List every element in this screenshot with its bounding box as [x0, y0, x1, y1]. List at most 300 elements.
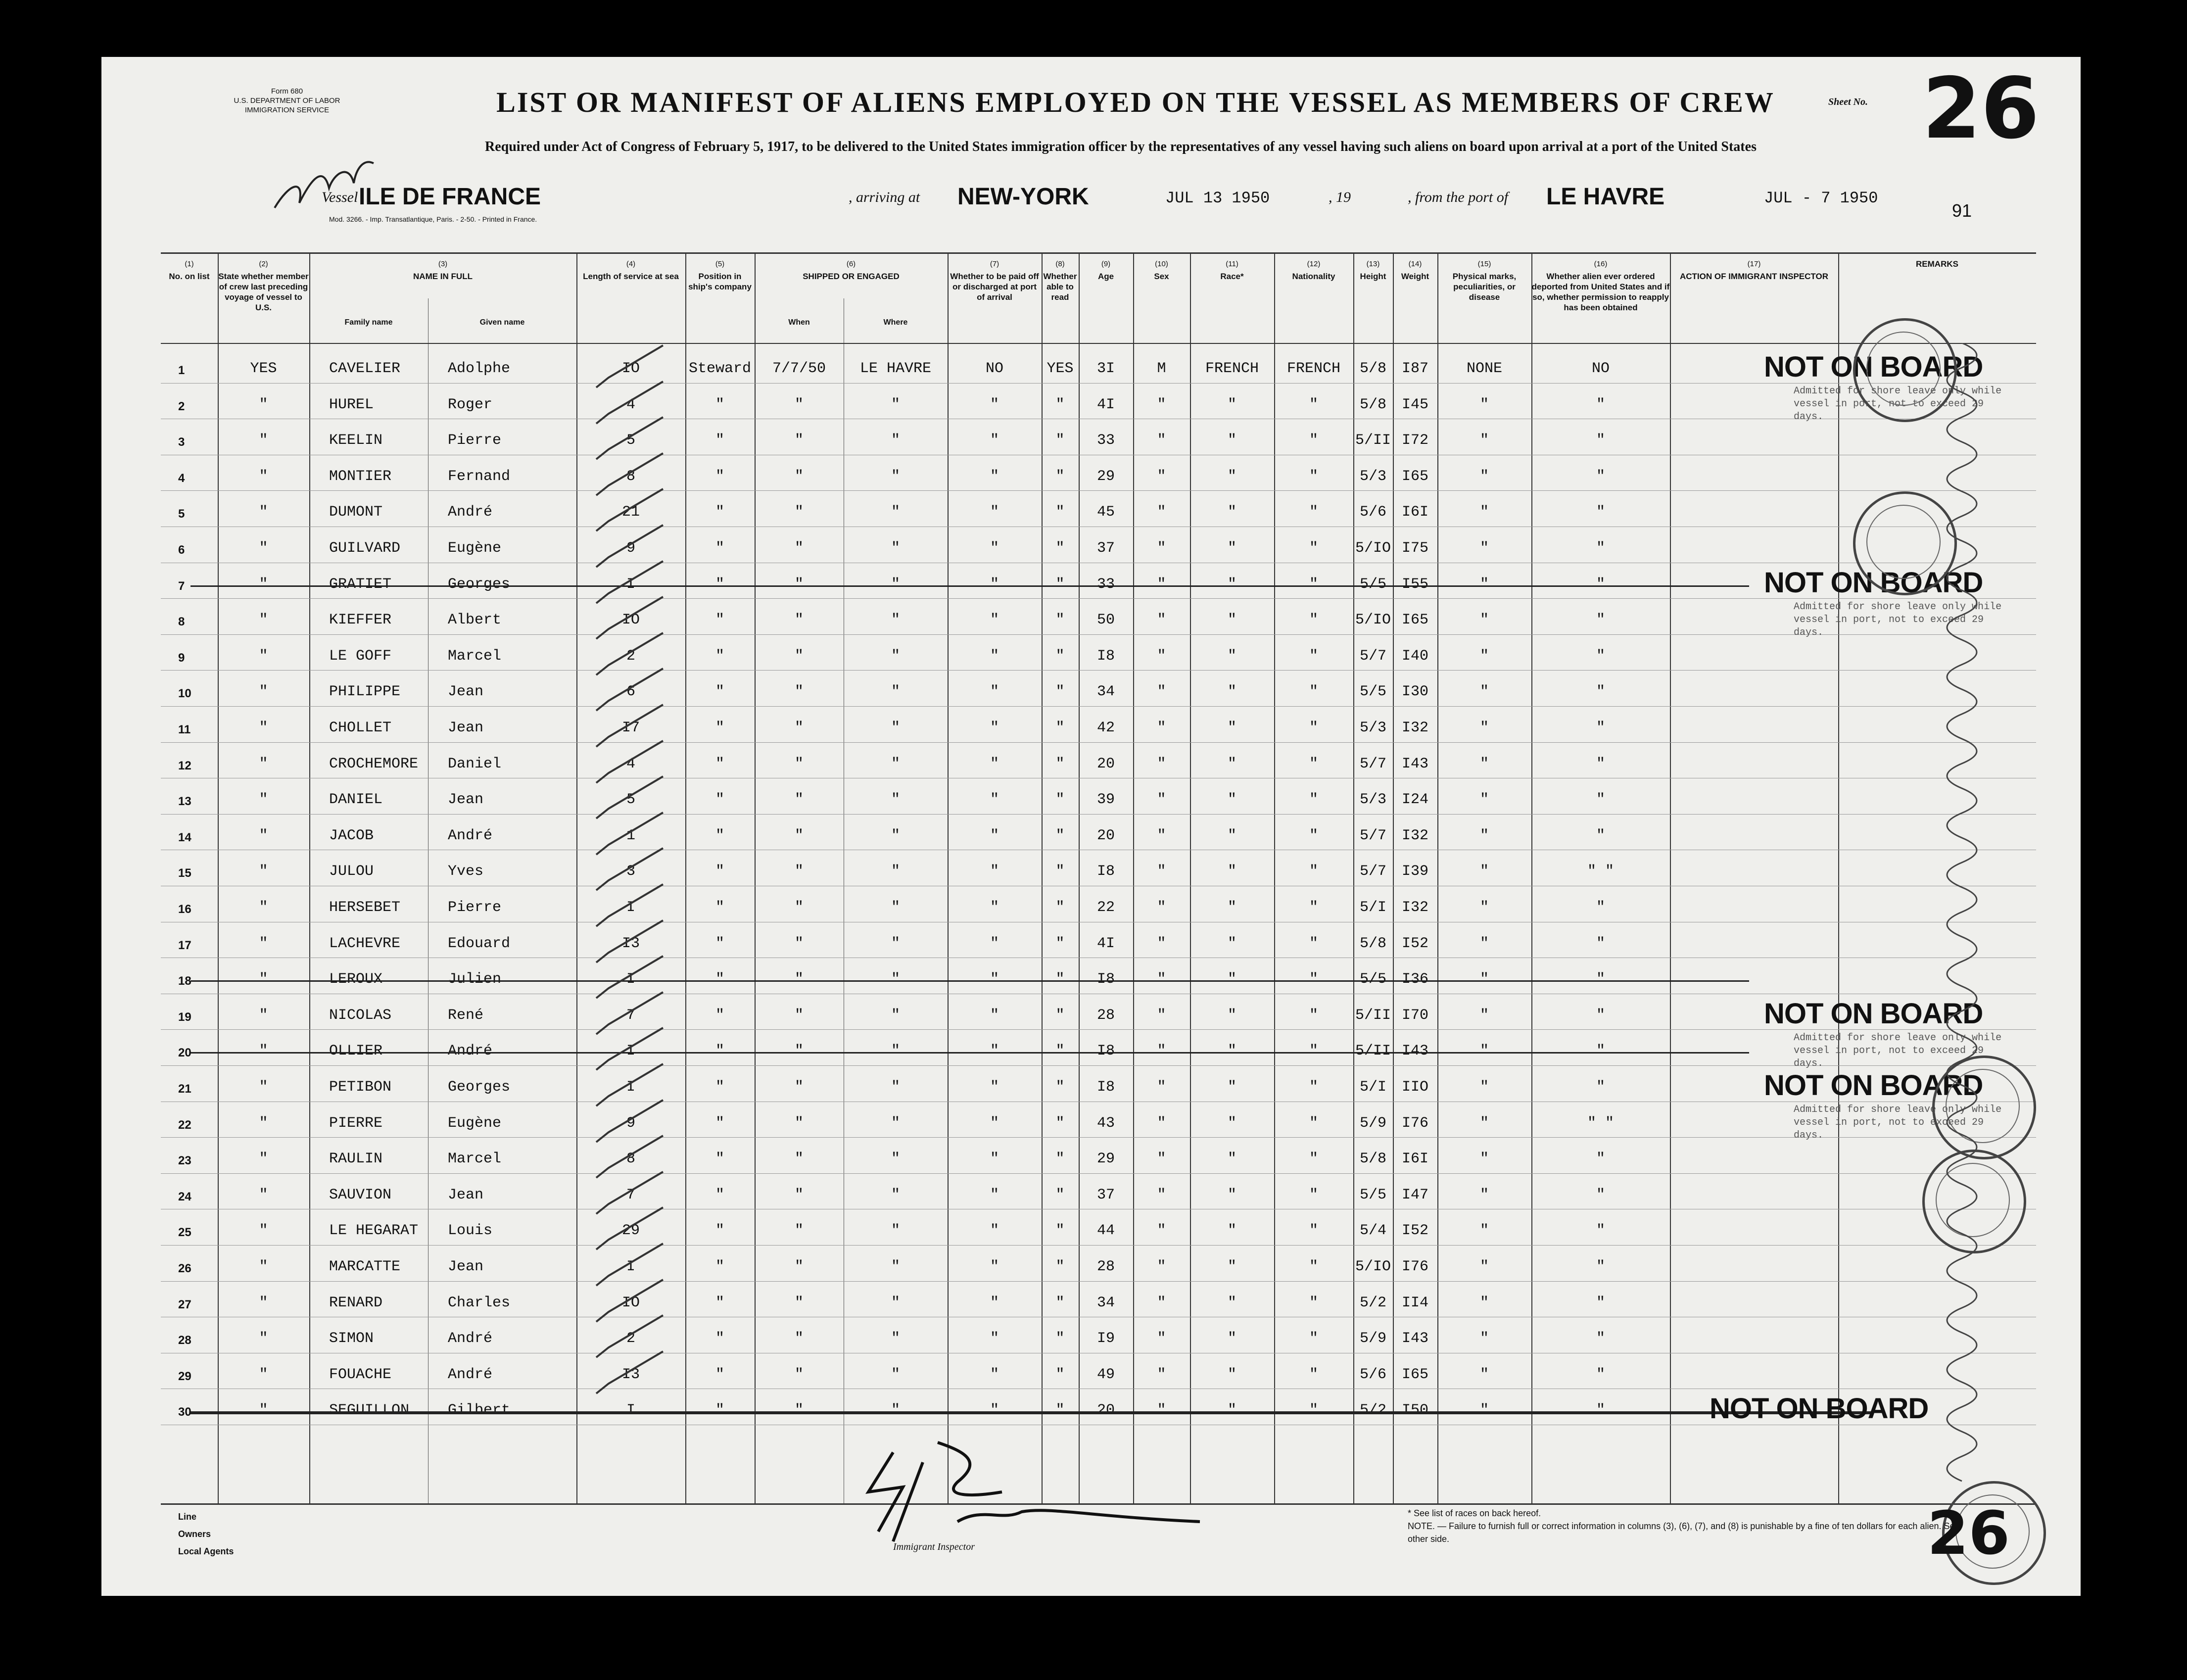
cell-position: " [715, 612, 724, 629]
cell-nat: " [1309, 863, 1318, 880]
cell-read: " [1055, 1079, 1065, 1096]
cell-given: Marcel [448, 647, 502, 665]
cell-service: 6 [626, 683, 635, 701]
cell-marks: " [1479, 1330, 1489, 1347]
column-header-c8 [1042, 254, 1079, 343]
column-subheader: Given name [479, 318, 525, 327]
column-header-c11 [1190, 254, 1274, 343]
cell-prev: " [259, 683, 268, 701]
cell-marks: " [1479, 647, 1489, 665]
cell-where: " [891, 971, 900, 988]
cell-sex: " [1157, 1402, 1166, 1419]
cell-height: 5/9 [1359, 1114, 1386, 1132]
cell-race: " [1227, 1079, 1236, 1096]
cell-age: 33 [1096, 432, 1115, 449]
cell-height: 5/5 [1359, 971, 1386, 988]
arriving-label: , arriving at [849, 189, 920, 205]
cell-height: 5/5 [1359, 1186, 1386, 1203]
cell-when: " [794, 1402, 804, 1419]
row-number: 12 [178, 759, 191, 772]
cell-marks: " [1479, 1007, 1489, 1024]
row-number: 5 [178, 507, 185, 521]
cell-nat: " [1309, 1186, 1318, 1203]
cell-read: " [1055, 791, 1065, 809]
cell-weight: I72 [1401, 432, 1428, 449]
cell-sex: " [1157, 863, 1166, 880]
cell-where: " [891, 827, 900, 844]
cell-when: " [794, 647, 804, 665]
cell-race: " [1227, 683, 1236, 701]
strike-line [190, 1052, 1749, 1054]
cell-position: " [715, 1186, 724, 1203]
cell-height: 5/5 [1359, 576, 1386, 593]
cell-height: 5/3 [1359, 720, 1386, 736]
cell-weight: I52 [1401, 935, 1428, 952]
cell-nat: " [1309, 1258, 1318, 1275]
cell-service: 3 [626, 863, 635, 880]
cell-position: " [715, 432, 724, 449]
cell-given: André [448, 1330, 493, 1347]
cell-service: 8 [626, 1151, 635, 1168]
cell-deported: " [1596, 612, 1605, 629]
cell-where: " [891, 791, 900, 809]
cell-age: 39 [1096, 791, 1115, 809]
cell-when: " [794, 576, 804, 593]
cell-when: " [794, 935, 804, 952]
cell-when: " [794, 863, 804, 880]
cell-sex: " [1157, 468, 1166, 485]
cell-paid: " [990, 1151, 999, 1168]
cell-read: " [1055, 935, 1065, 952]
cell-where: " [891, 432, 900, 449]
cell-age: 4I [1096, 396, 1115, 413]
cell-service: 1 [626, 827, 635, 844]
cell-race: " [1227, 540, 1236, 557]
cell-deported: " [1596, 791, 1605, 809]
cell-nat: " [1309, 1007, 1318, 1024]
cell-nat: " [1309, 827, 1318, 844]
races-note: * See list of races on back hereof. [1408, 1508, 1541, 1518]
cell-position: " [715, 504, 724, 521]
cell-when: " [794, 755, 804, 772]
cell-family: FOUACHE [329, 1366, 392, 1383]
page-number: 26 [1927, 1499, 2010, 1568]
row-number: 10 [178, 687, 191, 701]
cell-service: I [626, 576, 635, 593]
cell-race: " [1227, 1007, 1236, 1024]
cell-marks: " [1479, 1079, 1489, 1096]
cell-given: Pierre [448, 432, 502, 449]
cell-where: " [891, 468, 900, 485]
cell-paid: " [990, 612, 999, 629]
cell-sex: " [1157, 1043, 1166, 1060]
cell-paid: " [990, 755, 999, 772]
cell-when: " [794, 540, 804, 557]
cell-race: " [1227, 647, 1236, 665]
column-number: (8) [1055, 260, 1065, 268]
cell-prev: " [259, 935, 268, 952]
cell-given: Marcel [448, 1151, 502, 1168]
cell-height: 5/I [1359, 1079, 1386, 1096]
row-rule [161, 1173, 2036, 1174]
column-number: (11) [1226, 260, 1238, 268]
cell-height: 5/7 [1359, 755, 1386, 772]
cell-weight: I30 [1401, 683, 1428, 701]
cell-weight: I40 [1401, 647, 1428, 665]
cell-service: I7 [621, 720, 640, 736]
column-number: (3) [438, 260, 448, 268]
column-label: Whether able to read [1043, 272, 1077, 302]
cell-paid: " [990, 1079, 999, 1096]
cell-given: Eugène [448, 1114, 502, 1132]
not-on-board-stamp: NOT ON BOARD [1764, 1069, 1983, 1102]
cell-where: " [891, 1186, 900, 1203]
cell-race: " [1227, 791, 1236, 809]
row-number: 29 [178, 1369, 191, 1383]
cell-where: " [891, 1402, 900, 1419]
cell-nat: " [1309, 647, 1318, 665]
cell-deported: " [1596, 1330, 1605, 1347]
cell-where: " [891, 1294, 900, 1311]
cell-paid: " [990, 468, 999, 485]
row-number: 20 [178, 1046, 191, 1060]
column-label: REMARKS [1916, 259, 1958, 269]
cell-family: LE GOFF [329, 647, 392, 665]
column-label: Whether to be paid off or discharged at port of arrival [950, 272, 1039, 302]
cell-read: " [1055, 576, 1065, 593]
cell-position: " [715, 899, 724, 916]
admitted-stamp: Admitted for shore leave only while vessel in port, not to exceed 29 days. [1794, 601, 2002, 638]
cell-family: CHOLLET [329, 720, 392, 736]
row-number: 18 [178, 974, 191, 988]
cell-paid: " [990, 1043, 999, 1060]
cell-marks: " [1479, 971, 1489, 988]
not-on-board-stamp: NOT ON BOARD [1710, 1392, 1929, 1425]
column-number: (10) [1155, 260, 1168, 268]
cell-deported: NO [1591, 360, 1610, 377]
cell-height: 5/II [1355, 432, 1391, 449]
cell-position: " [715, 647, 724, 665]
row-number: 6 [178, 543, 185, 557]
cell-read: " [1055, 468, 1065, 485]
cell-position: " [715, 1043, 724, 1060]
column-number: (14) [1408, 260, 1422, 268]
cell-read: " [1055, 504, 1065, 521]
cell-position: " [715, 1366, 724, 1383]
cell-family: HUREL [329, 396, 374, 413]
cell-paid: " [990, 827, 999, 844]
cell-weight: I32 [1401, 899, 1428, 916]
cell-deported: " [1596, 1079, 1605, 1096]
cell-given: Yves [448, 863, 484, 880]
cell-where: " [891, 720, 900, 736]
cell-given: Albert [448, 612, 502, 629]
cell-nat: " [1309, 1330, 1318, 1347]
cell-service: 7 [626, 1007, 635, 1024]
departure-date: JUL - 7 1950 [1764, 189, 1878, 207]
column-header-c15 [1437, 254, 1531, 343]
row-number: 14 [178, 830, 191, 844]
cell-nat: " [1309, 576, 1318, 593]
cell-paid: " [990, 791, 999, 809]
cell-given: André [448, 504, 493, 521]
agents-label: Local Agents [178, 1546, 234, 1556]
cell-paid: " [990, 683, 999, 701]
cell-marks: " [1479, 396, 1489, 413]
cell-when: " [794, 396, 804, 413]
cell-family: LEROUX [329, 971, 383, 988]
cell-marks: " [1479, 468, 1489, 485]
cell-given: René [448, 1007, 484, 1024]
cell-height: 5/4 [1359, 1222, 1386, 1240]
cell-deported: " [1596, 899, 1605, 916]
cell-marks: " [1479, 1402, 1489, 1419]
inspector-signature [794, 1423, 1338, 1551]
cell-when: " [794, 1043, 804, 1060]
column-number: (1) [185, 260, 194, 268]
cell-paid: " [990, 899, 999, 916]
cell-nat: " [1309, 899, 1318, 916]
cell-prev: " [259, 1114, 268, 1132]
manifest-sheet [101, 57, 2081, 1596]
cell-family: DUMONT [329, 504, 383, 521]
cell-given: Louis [448, 1222, 493, 1240]
cell-service: I [626, 1043, 635, 1060]
cell-when: " [794, 1186, 804, 1203]
cell-given: Jean [448, 1258, 484, 1275]
cell-position: " [715, 791, 724, 809]
cell-given: Daniel [448, 755, 502, 772]
from-port: LE HAVRE [1546, 184, 1665, 210]
column-rule [309, 254, 310, 1503]
cell-height: 5/II [1355, 1007, 1391, 1024]
cell-height: 5/9 [1359, 1330, 1386, 1347]
cell-position: " [715, 1151, 724, 1168]
cell-when: " [794, 791, 804, 809]
cell-paid: " [990, 647, 999, 665]
cell-family: NICOLAS [329, 1007, 392, 1024]
cell-deported: " " [1587, 863, 1614, 880]
cell-nat: " [1309, 1043, 1318, 1060]
column-header-c6 [755, 254, 948, 343]
vessel-name: ILE DE FRANCE [359, 184, 541, 210]
cell-when: " [794, 1258, 804, 1275]
cell-where: " [891, 1007, 900, 1024]
cell-marks: " [1479, 540, 1489, 557]
cell-sex: " [1157, 1222, 1166, 1240]
cell-where: LE HAVRE [859, 360, 932, 377]
cell-nat: " [1309, 720, 1318, 736]
cell-sex: " [1157, 1151, 1166, 1168]
row-number: 13 [178, 795, 191, 809]
column-number: (9) [1101, 260, 1111, 268]
admitted-stamp: Admitted for shore leave only while vessel in port, not to exceed 29 days. [1794, 385, 2002, 423]
cell-given: Jean [448, 683, 484, 701]
cell-marks: " [1479, 432, 1489, 449]
column-subheader: When [788, 318, 810, 327]
check-mark [594, 1349, 668, 1403]
cell-marks: " [1479, 612, 1489, 629]
cell-age: 50 [1096, 612, 1115, 629]
cell-height: 5/6 [1359, 1366, 1386, 1383]
cell-read: " [1055, 1114, 1065, 1132]
not-on-board-stamp: NOT ON BOARD [1764, 997, 1983, 1030]
cell-race: " [1227, 576, 1236, 593]
column-number: (15) [1477, 260, 1491, 268]
row-number: 9 [178, 651, 185, 665]
cell-weight: I36 [1401, 971, 1428, 988]
cell-height: 5/7 [1359, 863, 1386, 880]
cell-position: " [715, 1402, 724, 1419]
cell-given: Edouard [448, 935, 511, 952]
row-number: 8 [178, 615, 185, 629]
cell-when: " [794, 468, 804, 485]
cell-marks: NONE [1466, 360, 1502, 377]
column-number: (2) [259, 260, 268, 268]
cell-marks: " [1479, 1366, 1489, 1383]
column-number: (17) [1747, 260, 1761, 268]
cell-race: " [1227, 1294, 1236, 1311]
cell-weight: I65 [1401, 1366, 1428, 1383]
cell-age: I8 [1096, 1079, 1115, 1096]
cell-race: " [1227, 1366, 1236, 1383]
row-rule [161, 1029, 2036, 1030]
not-on-board-stamp: NOT ON BOARD [1764, 351, 1983, 383]
cell-position: Steward [688, 360, 752, 377]
column-label: ACTION OF IMMIGRANT INSPECTOR [1679, 272, 1828, 281]
cell-nat: FRENCH [1286, 360, 1341, 377]
row-number: 23 [178, 1154, 191, 1168]
cell-position: " [715, 683, 724, 701]
cell-service: 5 [626, 432, 635, 449]
cell-where: " [891, 504, 900, 521]
fine-note: NOTE. — Failure to furnish full or correct information in columns (3), (6), (7), and (8) is punishable by a fine of ten dollars for each alien. See other side. [1408, 1521, 1960, 1544]
cell-deported: " [1596, 1151, 1605, 1168]
cell-given: Jean [448, 791, 484, 809]
cell-age: 28 [1096, 1007, 1115, 1024]
cell-sex: " [1157, 647, 1166, 665]
column-label: State whether member of crew last preceding voyage of vessel to U.S. [218, 272, 309, 312]
cell-sex: " [1157, 432, 1166, 449]
column-number: (16) [1594, 260, 1608, 268]
row-rule [161, 383, 2036, 384]
column-header-c10 [1133, 254, 1190, 343]
cell-service: IO [621, 360, 640, 377]
row-rule [161, 1065, 2036, 1066]
cell-family: RENARD [329, 1294, 383, 1311]
column-rule [1670, 254, 1671, 1503]
cell-weight: I32 [1401, 827, 1428, 844]
cell-race: " [1227, 863, 1236, 880]
cell-deported: " [1596, 1402, 1605, 1419]
cell-family: HERSEBET [329, 899, 401, 916]
column-subheader: Family name [344, 318, 393, 327]
column-header-c14 [1393, 254, 1437, 343]
cell-weight: I52 [1401, 1222, 1428, 1240]
cell-when: " [794, 971, 804, 988]
vessel-line [322, 183, 1962, 213]
cell-when: " [794, 827, 804, 844]
cell-position: " [715, 1294, 724, 1311]
cell-service: I [626, 899, 635, 916]
cell-race: " [1227, 396, 1236, 413]
cell-weight: I75 [1401, 540, 1428, 557]
cell-when: " [794, 1151, 804, 1168]
cell-sex: " [1157, 720, 1166, 736]
cell-marks: " [1479, 1294, 1489, 1311]
cell-position: " [715, 468, 724, 485]
cell-read: " [1055, 827, 1065, 844]
cell-where: " [891, 1258, 900, 1275]
cell-sex: " [1157, 683, 1166, 701]
row-rule [161, 1137, 2036, 1138]
cell-paid: " [990, 1222, 999, 1240]
cell-when: " [794, 432, 804, 449]
cell-nat: " [1309, 1114, 1318, 1132]
column-label: No. on list [169, 272, 210, 281]
cell-deported: " [1596, 683, 1605, 701]
header-rule [161, 343, 2036, 344]
cell-when: " [794, 612, 804, 629]
row-number: 22 [178, 1118, 191, 1132]
cell-marks: " [1479, 1186, 1489, 1203]
cell-service: 8 [626, 468, 635, 485]
cell-when: " [794, 1007, 804, 1024]
cell-family: GRATIET [329, 576, 392, 593]
cell-weight: I45 [1401, 396, 1428, 413]
cell-family: PHILIPPE [329, 683, 401, 701]
cell-position: " [715, 827, 724, 844]
column-header-c13 [1353, 254, 1393, 343]
cell-sex: " [1157, 1079, 1166, 1096]
cell-age: 28 [1096, 1258, 1115, 1275]
cell-race: " [1227, 1043, 1236, 1060]
arriving-port: NEW-YORK [957, 184, 1089, 210]
cell-nat: " [1309, 935, 1318, 952]
cell-paid: " [990, 1330, 999, 1347]
cell-service: 2 [626, 1330, 635, 1347]
column-number: (5) [715, 260, 725, 268]
column-header-c5 [685, 254, 755, 343]
cell-where: " [891, 755, 900, 772]
cell-height: 5/2 [1359, 1402, 1386, 1419]
cell-prev: " [259, 791, 268, 809]
cell-paid: " [990, 1366, 999, 1383]
cell-when: " [794, 899, 804, 916]
cell-service: I [626, 1079, 635, 1096]
cell-nat: " [1309, 468, 1318, 485]
row-number: 30 [178, 1405, 191, 1419]
cell-given: Jean [448, 1186, 484, 1203]
cell-nat: " [1309, 396, 1318, 413]
cell-sex: " [1157, 755, 1166, 772]
from-label: , from the port of [1408, 189, 1509, 205]
cell-read: " [1055, 1151, 1065, 1168]
cell-nat: " [1309, 791, 1318, 809]
cell-paid: " [990, 1007, 999, 1024]
cell-prev: " [259, 540, 268, 557]
cell-deported: " [1596, 1186, 1605, 1203]
cell-sex: " [1157, 791, 1166, 809]
cell-when: " [794, 720, 804, 736]
cell-deported: " [1596, 1366, 1605, 1383]
cell-weight: I32 [1401, 720, 1428, 736]
cell-service: IO [621, 612, 640, 629]
cell-nat: " [1309, 683, 1318, 701]
cell-read: " [1055, 1222, 1065, 1240]
cell-prev: " [259, 1294, 268, 1311]
cell-height: 5/8 [1359, 935, 1386, 952]
